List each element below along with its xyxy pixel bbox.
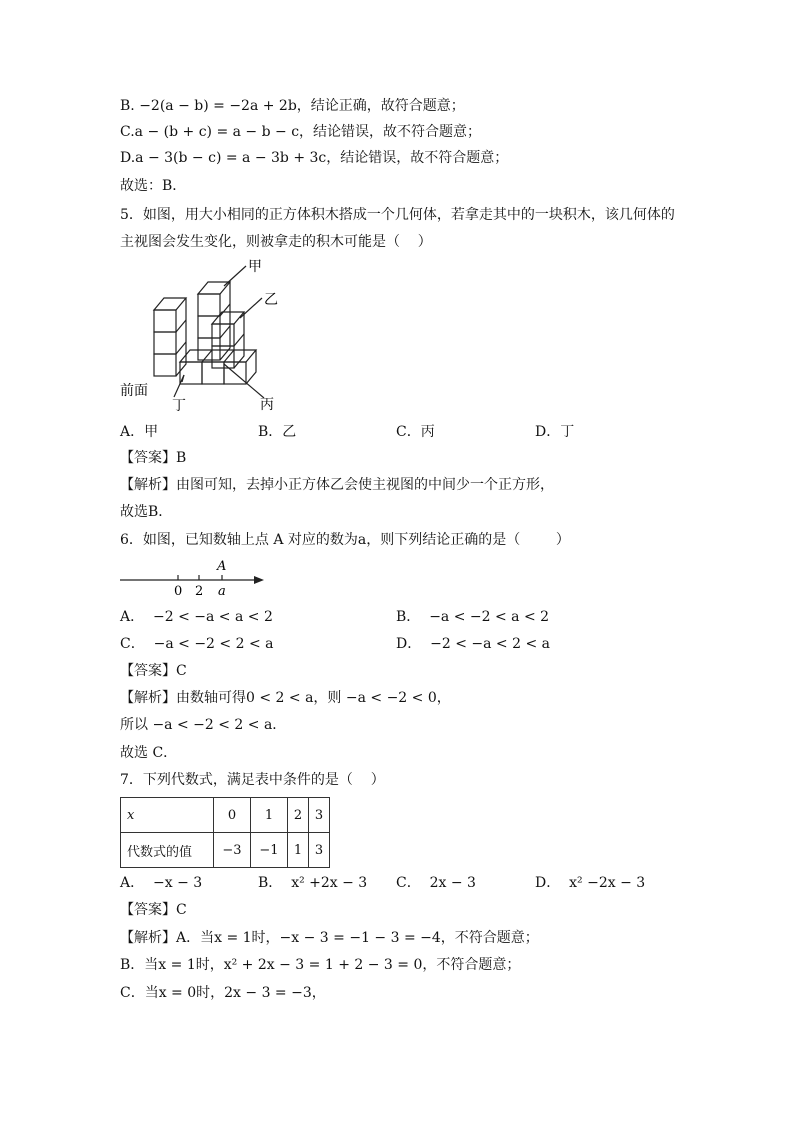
solution-b-line: B. −2(a − b) = −2a + 2b，结论正确，故符合题意； (120, 98, 465, 114)
q7-option-a: A． −x − 3 (120, 875, 203, 891)
q7-explanation-a: 【解析】A．当x = 1时，−x − 3 = −1 − 3 = −4，不符合题意； (120, 930, 539, 946)
q5-explanation: 【解析】由图可知，去掉小正方体乙会使主视图的中间少一个正方形， (120, 477, 554, 493)
q5-answer: 【答案】B (120, 450, 187, 466)
selection-line: 故选：B． (120, 178, 187, 194)
q7-option-c: C． 2x − 3 (396, 875, 476, 891)
tick-label-a: a (218, 584, 226, 597)
question-5-text-1: 5．如图，用大小相同的正方体积木搭成一个几何体，若拿走其中的一块积木，该几何体的 (120, 207, 675, 223)
q5-option-b: B．乙 (258, 424, 297, 440)
q5-option-a: A．甲 (120, 424, 159, 440)
q6-explanation: 【解析】由数轴可得0 < 2 < a，则 −a < −2 < 0， (120, 690, 451, 706)
q5-selection: 故选B． (120, 504, 173, 520)
table-cell: x (121, 798, 214, 833)
tick-label-2: 2 (195, 584, 204, 597)
table-cell: 代数式的值 (121, 833, 214, 868)
table-row (121, 833, 330, 868)
tick-label-0: 0 (174, 584, 183, 597)
q5-option-c: C．丙 (396, 424, 435, 440)
question-6-text: 6．如图，已知数轴上点 A 对应的数为a，则下列结论正确的是（ ） (120, 532, 570, 548)
point-a-label: A (217, 559, 227, 574)
q6-so: 所以 −a < −2 < 2 < a． (120, 717, 287, 733)
table-cell: 2 (288, 798, 309, 833)
label-bing: 丙 (260, 397, 274, 413)
q7-option-d: D． x² −2x − 3 (535, 875, 646, 891)
q7-option-b: B． x² +2x − 3 (258, 875, 368, 891)
q6-option-b: B． −a < −2 < a < 2 (396, 609, 550, 625)
q7-answer: 【答案】C (120, 902, 187, 918)
number-line (118, 555, 268, 597)
question-5-text-2: 主视图会发生变化，则被拿走的积木可能是（ ） (120, 234, 432, 250)
table-cell: 3 (309, 798, 330, 833)
value-table (120, 797, 330, 868)
solution-d-line: D.a − 3(b − c) = a − 3b + 3c，结论错误，故不符合题意； (120, 150, 509, 166)
q6-answer: 【答案】C (120, 663, 187, 679)
table-cell: 1 (288, 833, 309, 868)
table-cell: 0 (214, 798, 251, 833)
q7-explanation-c: C．当x = 0时，2x − 3 = −3， (120, 985, 326, 1001)
q6-option-c: C． −a < −2 < 2 < a (120, 636, 274, 652)
label-front: 前面 (120, 383, 148, 399)
q7-explanation-b: B．当x = 1时，x² + 2x − 3 = 1 + 2 − 3 = 0，不符合题意； (120, 957, 521, 973)
table-row (121, 798, 330, 833)
table-cell: 1 (251, 798, 288, 833)
cube-stack-figure (112, 252, 292, 417)
solution-c-line: C.a − (b + c) = a − b − c，结论错误，故不符合题意； (120, 124, 482, 140)
table-cell: −3 (214, 833, 251, 868)
q6-option-d: D． −2 < −a < 2 < a (396, 636, 550, 652)
table-cell: 3 (309, 833, 330, 868)
label-ding: 丁 (172, 398, 186, 414)
table-cell: −1 (251, 833, 288, 868)
label-yi: 乙 (264, 292, 278, 308)
q6-option-a: A． −2 < −a < a < 2 (120, 609, 273, 625)
q6-selection: 故选 C． (120, 745, 178, 761)
q5-option-d: D．丁 (535, 424, 575, 440)
question-7-text: 7．下列代数式，满足表中条件的是（ ） (120, 772, 385, 788)
label-jia: 甲 (248, 259, 262, 275)
